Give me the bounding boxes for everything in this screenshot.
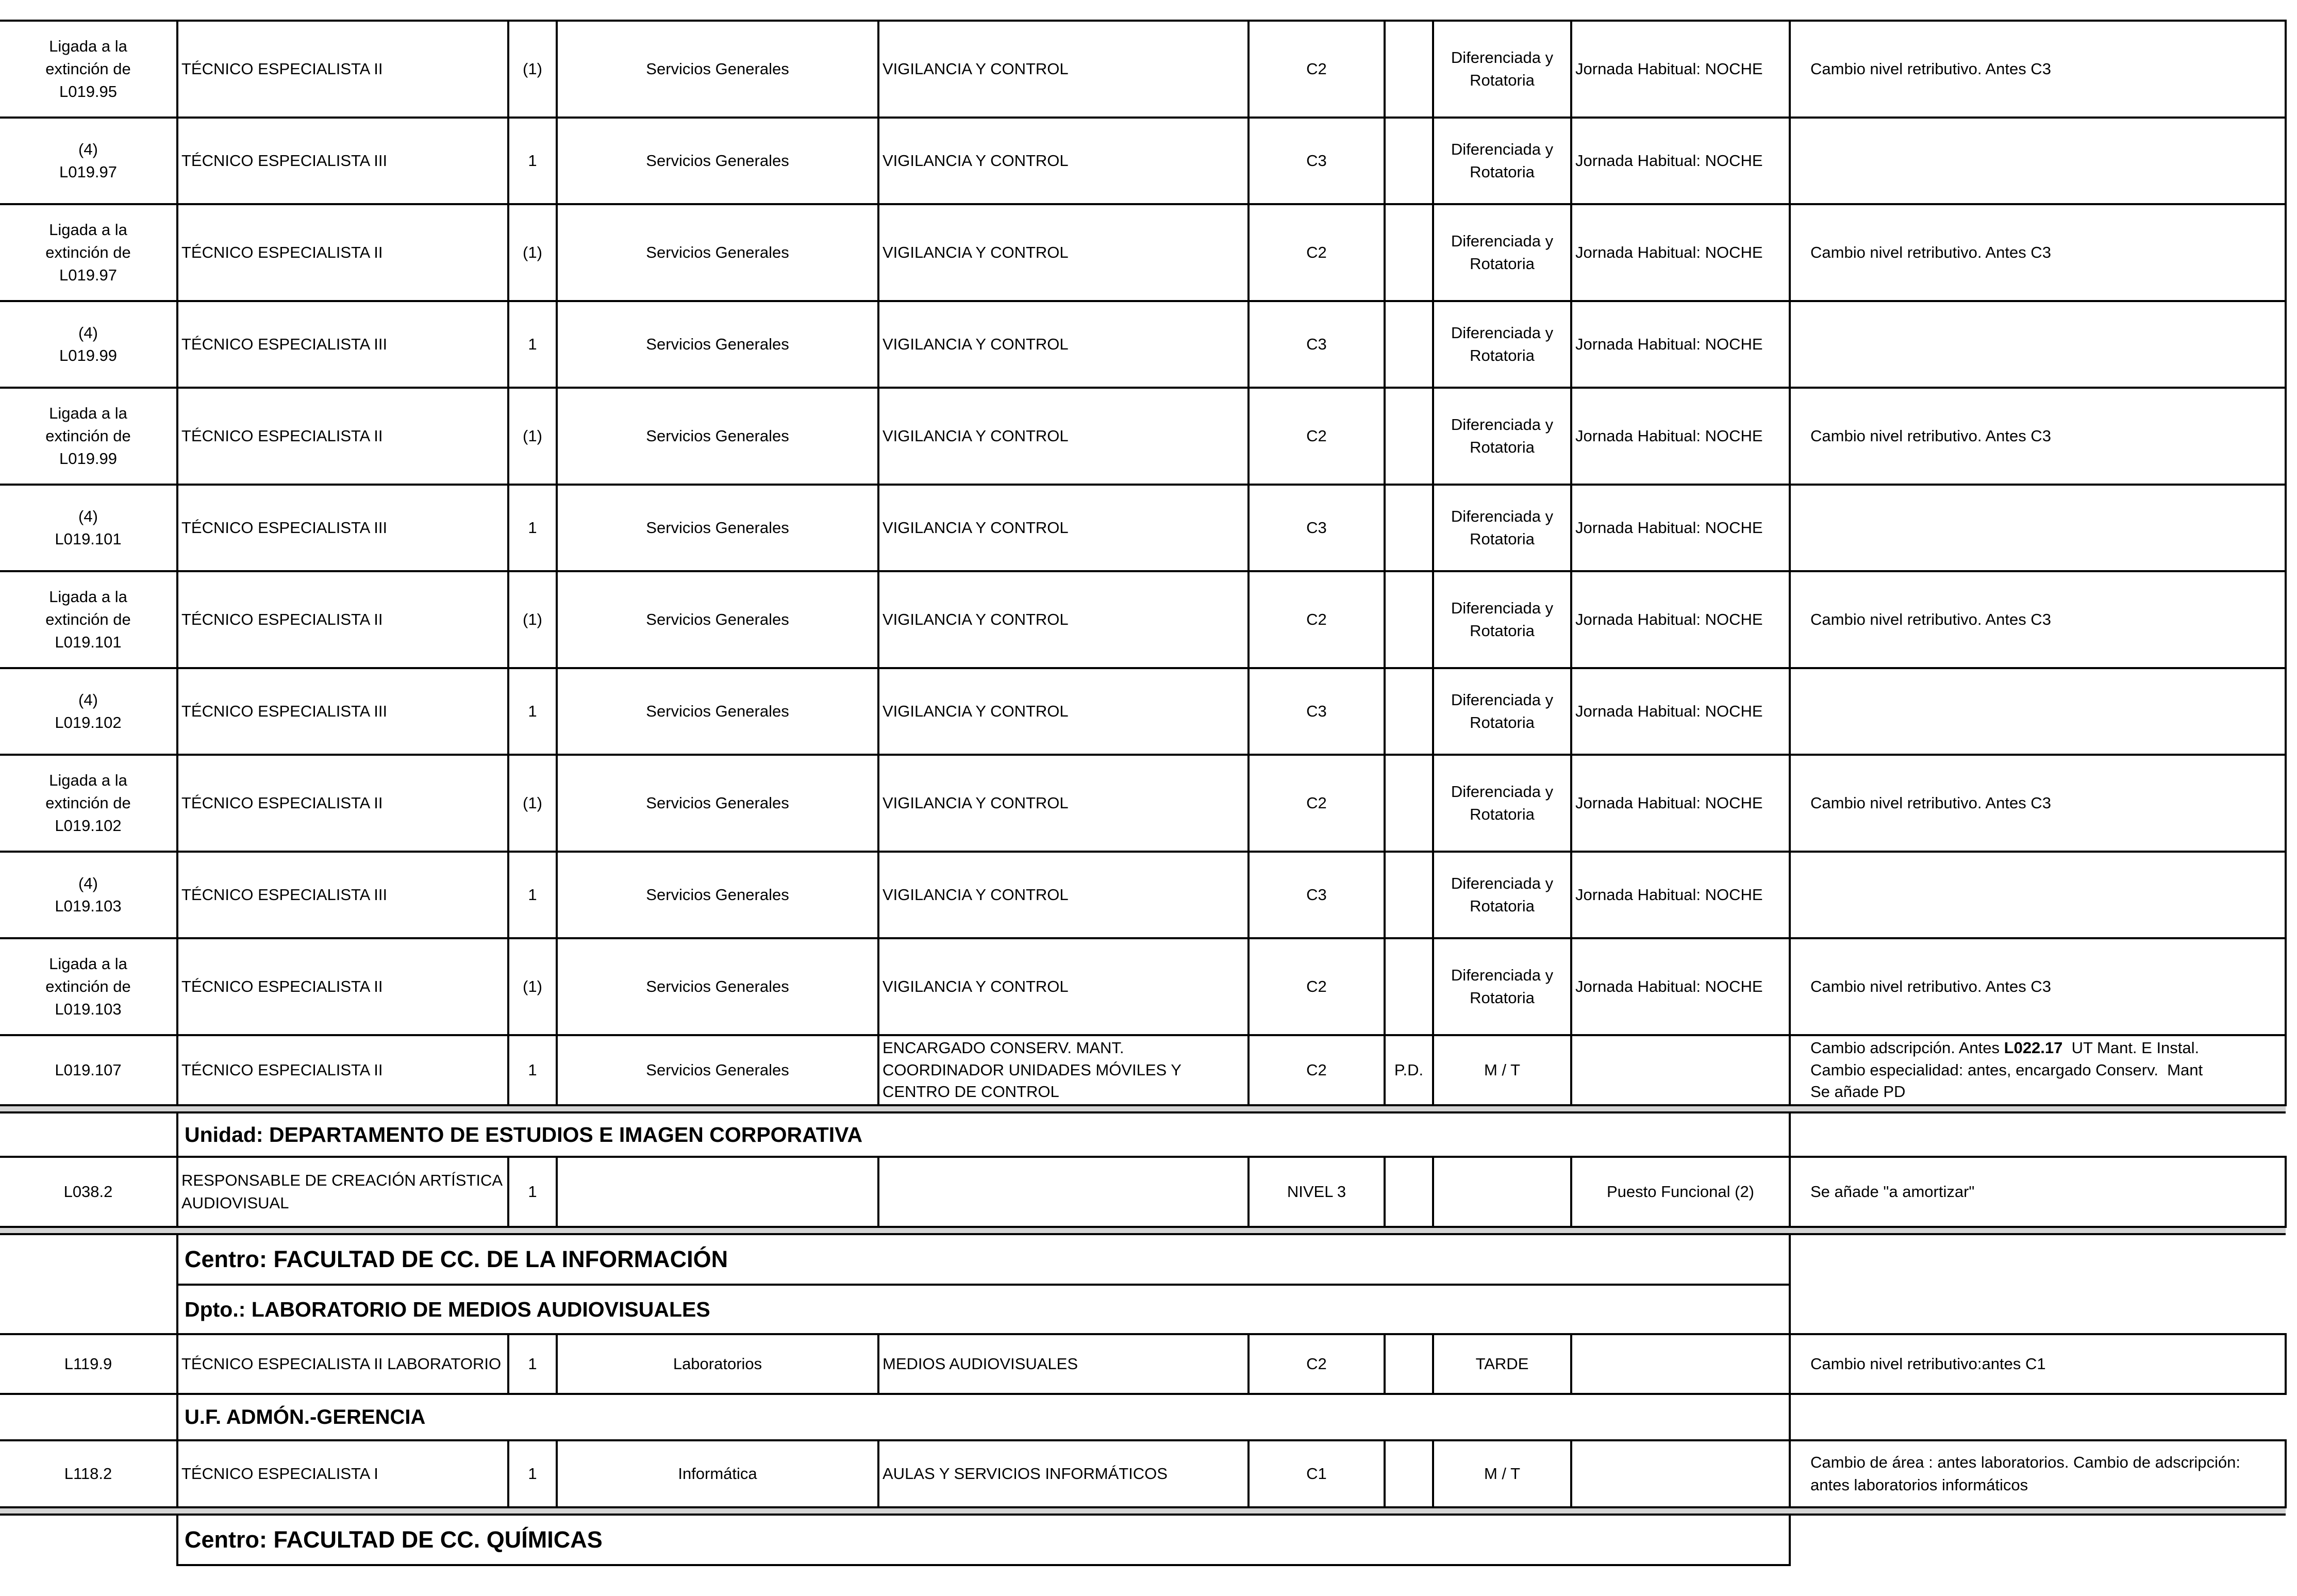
table-row [0, 755, 2286, 852]
separator-cell [1790, 1507, 2286, 1515]
position-code: Ligada a la extinción de L019.97 [0, 204, 177, 301]
separator-cell [557, 1105, 878, 1112]
position-schedule-note: Jornada Habitual: NOCHE [1571, 571, 1790, 668]
header-blank-cell [0, 1112, 177, 1157]
position-specialty: VIGILANCIA Y CONTROL [878, 301, 1249, 388]
separator-cell [1385, 1507, 1433, 1515]
position-pd [1385, 668, 1433, 755]
table-row [0, 204, 2286, 301]
position-area: Servicios Generales [557, 755, 878, 852]
separator-cell [1249, 1105, 1385, 1112]
position-level: C3 [1249, 668, 1385, 755]
position-level: C3 [1249, 485, 1385, 571]
position-count: (1) [508, 21, 557, 118]
position-schedule-note: Jornada Habitual: NOCHE [1571, 388, 1790, 485]
separator-cell [878, 1507, 1249, 1515]
section-separator [0, 1105, 2286, 1112]
position-pd [1385, 938, 1433, 1035]
unit-header-text: Unidad: DEPARTAMENTO DE ESTUDIOS E IMAGEN CORPORATIVA [177, 1112, 1790, 1157]
position-area: Servicios Generales [557, 118, 878, 204]
position-remarks: Cambio nivel retributivo. Antes C3 [1790, 938, 2286, 1035]
remarks-text: Cambio adscripción. Antes [1810, 1038, 2004, 1057]
position-schedule-note: Jornada Habitual: NOCHE [1571, 485, 1790, 571]
position-specialty: VIGILANCIA Y CONTROL [878, 485, 1249, 571]
position-specialty: VIGILANCIA Y CONTROL [878, 388, 1249, 485]
remarks-line [1810, 1037, 2282, 1059]
position-remarks [1790, 118, 2286, 204]
position-title: TÉCNICO ESPECIALISTA II [177, 571, 508, 668]
position-schedule: Diferenciada y Rotatoria [1433, 852, 1571, 938]
table-row [0, 118, 2286, 204]
position-title: TÉCNICO ESPECIALISTA III [177, 668, 508, 755]
position-level: C1 [1249, 1440, 1385, 1507]
position-pd [1385, 118, 1433, 204]
position-schedule: Diferenciada y Rotatoria [1433, 755, 1571, 852]
position-schedule-note: Jornada Habitual: NOCHE [1571, 204, 1790, 301]
section-separator [0, 1227, 2286, 1234]
header-side-cell [1790, 1515, 2286, 1565]
position-specialty: MEDIOS AUDIOVISUALES [878, 1334, 1249, 1394]
position-pd [1385, 1440, 1433, 1507]
position-specialty: VIGILANCIA Y CONTROL [878, 118, 1249, 204]
position-schedule: M / T [1433, 1035, 1571, 1105]
position-schedule-note: Jornada Habitual: NOCHE [1571, 301, 1790, 388]
position-title: TÉCNICO ESPECIALISTA I [177, 1440, 508, 1507]
position-count: 1 [508, 1035, 557, 1105]
header-blank-cell [0, 1285, 177, 1334]
position-area: Servicios Generales [557, 388, 878, 485]
position-area: Laboratorios [557, 1334, 878, 1394]
position-pd [1385, 301, 1433, 388]
position-schedule-note: Jornada Habitual: NOCHE [1571, 938, 1790, 1035]
remarks-text: UT Mant. E Instal. [2062, 1038, 2200, 1057]
unit-header [0, 1112, 2286, 1157]
table-row [0, 1334, 2286, 1394]
position-title: TÉCNICO ESPECIALISTA II [177, 204, 508, 301]
position-pd [1385, 21, 1433, 118]
position-area: Servicios Generales [557, 204, 878, 301]
position-title: TÉCNICO ESPECIALISTA II [177, 938, 508, 1035]
position-code: (4) L019.103 [0, 852, 177, 938]
position-schedule: Diferenciada y Rotatoria [1433, 118, 1571, 204]
position-count: (1) [508, 755, 557, 852]
position-remarks: Cambio nivel retributivo:antes C1 [1790, 1334, 2286, 1394]
separator-cell [1571, 1507, 1790, 1515]
position-schedule-note: Jornada Habitual: NOCHE [1571, 755, 1790, 852]
position-count: 1 [508, 852, 557, 938]
position-level: NIVEL 3 [1249, 1157, 1385, 1227]
center-header [0, 1234, 2286, 1285]
separator-cell [878, 1227, 1249, 1234]
position-remarks [1790, 852, 2286, 938]
position-remarks: Cambio nivel retributivo. Antes C3 [1790, 571, 2286, 668]
position-code: Ligada a la extinción de L019.103 [0, 938, 177, 1035]
position-code: (4) L019.99 [0, 301, 177, 388]
position-specialty: VIGILANCIA Y CONTROL [878, 21, 1249, 118]
position-remarks: Cambio de área : antes laboratorios. Cambio de adscripción: antes laboratorios informáticos [1790, 1440, 2286, 1507]
position-schedule [1433, 1157, 1571, 1227]
position-code: (4) L019.102 [0, 668, 177, 755]
position-count: 1 [508, 485, 557, 571]
separator-cell [1385, 1105, 1433, 1112]
position-schedule: Diferenciada y Rotatoria [1433, 204, 1571, 301]
table-row [0, 301, 2286, 388]
position-schedule: Diferenciada y Rotatoria [1433, 485, 1571, 571]
position-pd: P.D. [1385, 1035, 1433, 1105]
position-remarks: Cambio nivel retributivo. Antes C3 [1790, 204, 2286, 301]
position-specialty: AULAS Y SERVICIOS INFORMÁTICOS [878, 1440, 1249, 1507]
position-schedule-note: Puesto Funcional (2) [1571, 1157, 1790, 1227]
position-specialty: ENCARGADO CONSERV. MANT. COORDINADOR UNIDADES MÓVILES Y CENTRO DE CONTROL [878, 1035, 1249, 1105]
position-schedule: M / T [1433, 1440, 1571, 1507]
position-title: TÉCNICO ESPECIALISTA III [177, 301, 508, 388]
separator-cell [1433, 1507, 1571, 1515]
position-pd [1385, 852, 1433, 938]
separator-cell [1385, 1227, 1433, 1234]
position-pd [1385, 755, 1433, 852]
header-blank-cell [0, 1515, 177, 1565]
position-area: Servicios Generales [557, 668, 878, 755]
position-schedule: Diferenciada y Rotatoria [1433, 301, 1571, 388]
position-area: Servicios Generales [557, 1035, 878, 1105]
position-area: Servicios Generales [557, 21, 878, 118]
position-schedule-note: Jornada Habitual: NOCHE [1571, 21, 1790, 118]
separator-cell [1249, 1227, 1385, 1234]
separator-cell [0, 1507, 177, 1515]
position-area: Servicios Generales [557, 301, 878, 388]
position-title: TÉCNICO ESPECIALISTA III [177, 852, 508, 938]
separator-cell [508, 1227, 557, 1234]
position-remarks: Cambio nivel retributivo. Antes C3 [1790, 755, 2286, 852]
header-side-cell [1790, 1112, 2286, 1157]
position-count: (1) [508, 938, 557, 1035]
position-specialty: VIGILANCIA Y CONTROL [878, 204, 1249, 301]
position-level: C2 [1249, 1334, 1385, 1394]
separator-cell [0, 1227, 177, 1234]
header-blank-cell [0, 1234, 177, 1285]
position-code: L038.2 [0, 1157, 177, 1227]
position-count: 1 [508, 301, 557, 388]
remarks-line: Se añade PD [1810, 1083, 1906, 1101]
separator-cell [1790, 1227, 2286, 1234]
position-pd [1385, 388, 1433, 485]
position-specialty: VIGILANCIA Y CONTROL [878, 755, 1249, 852]
unit-header-text: U.F. ADMÓN.-GERENCIA [177, 1394, 1790, 1440]
position-code: Ligada a la extinción de L019.99 [0, 388, 177, 485]
position-level: C2 [1249, 1035, 1385, 1105]
separator-cell [1433, 1105, 1571, 1112]
table-row [0, 571, 2286, 668]
position-code: L019.107 [0, 1035, 177, 1105]
table-row [0, 1440, 2286, 1507]
position-level: C2 [1249, 571, 1385, 668]
section-separator [0, 1507, 2286, 1515]
separator-cell [1571, 1227, 1790, 1234]
position-pd [1385, 571, 1433, 668]
position-schedule: Diferenciada y Rotatoria [1433, 388, 1571, 485]
separator-cell [1571, 1105, 1790, 1112]
separator-cell [1790, 1105, 2286, 1112]
table-row [0, 852, 2286, 938]
position-remarks [1790, 1035, 2286, 1105]
separator-cell [508, 1105, 557, 1112]
position-specialty: VIGILANCIA Y CONTROL [878, 852, 1249, 938]
position-schedule-note: Jornada Habitual: NOCHE [1571, 118, 1790, 204]
position-schedule: Diferenciada y Rotatoria [1433, 571, 1571, 668]
position-title: TÉCNICO ESPECIALISTA II [177, 1035, 508, 1105]
position-pd [1385, 1157, 1433, 1227]
position-count: (1) [508, 388, 557, 485]
position-title: TÉCNICO ESPECIALISTA II [177, 21, 508, 118]
position-level: C2 [1249, 21, 1385, 118]
table-row [0, 1035, 2286, 1105]
separator-cell [557, 1227, 878, 1234]
separator-cell [508, 1507, 557, 1515]
position-area: Informática [557, 1440, 878, 1507]
department-header [0, 1285, 2286, 1334]
table-row [0, 21, 2286, 118]
position-remarks [1790, 668, 2286, 755]
position-schedule: Diferenciada y Rotatoria [1433, 668, 1571, 755]
position-schedule: Diferenciada y Rotatoria [1433, 21, 1571, 118]
position-specialty: VIGILANCIA Y CONTROL [878, 668, 1249, 755]
position-title: TÉCNICO ESPECIALISTA II [177, 388, 508, 485]
position-schedule-note: Jornada Habitual: NOCHE [1571, 668, 1790, 755]
center-header-text: Centro: FACULTAD DE CC. DE LA INFORMACIÓN [177, 1234, 1790, 1285]
position-title: TÉCNICO ESPECIALISTA II [177, 755, 508, 852]
position-area [557, 1157, 878, 1227]
separator-cell [177, 1227, 508, 1234]
position-remarks: Cambio nivel retributivo. Antes C3 [1790, 388, 2286, 485]
table-row [0, 668, 2286, 755]
position-code: Ligada a la extinción de L019.101 [0, 571, 177, 668]
separator-cell [0, 1105, 177, 1112]
position-schedule: Diferenciada y Rotatoria [1433, 938, 1571, 1035]
center-header-text: Centro: FACULTAD DE CC. QUÍMICAS [177, 1515, 1790, 1565]
position-level: C2 [1249, 388, 1385, 485]
remarks-code: L022.17 [2004, 1038, 2063, 1057]
position-level: C2 [1249, 938, 1385, 1035]
table-row [0, 388, 2286, 485]
position-title: TÉCNICO ESPECIALISTA III [177, 118, 508, 204]
table-row [0, 485, 2286, 571]
position-level: C3 [1249, 118, 1385, 204]
position-pd [1385, 1334, 1433, 1394]
position-code: Ligada a la extinción de L019.102 [0, 755, 177, 852]
position-schedule: TARDE [1433, 1334, 1571, 1394]
center-header [0, 1515, 2286, 1565]
position-remarks: Se añade "a amortizar" [1790, 1157, 2286, 1227]
separator-cell [878, 1105, 1249, 1112]
separator-cell [557, 1507, 878, 1515]
position-pd [1385, 204, 1433, 301]
separator-cell [177, 1105, 508, 1112]
position-schedule-note [1571, 1440, 1790, 1507]
table-row [0, 938, 2286, 1035]
position-remarks: Cambio nivel retributivo. Antes C3 [1790, 21, 2286, 118]
position-code: Ligada a la extinción de L019.95 [0, 21, 177, 118]
separator-cell [177, 1507, 508, 1515]
position-remarks [1790, 485, 2286, 571]
position-remarks [1790, 301, 2286, 388]
position-count: 1 [508, 118, 557, 204]
position-count: 1 [508, 1157, 557, 1227]
position-code: (4) L019.101 [0, 485, 177, 571]
position-level: C2 [1249, 204, 1385, 301]
position-count: 1 [508, 1440, 557, 1507]
position-level: C3 [1249, 852, 1385, 938]
position-area: Servicios Generales [557, 938, 878, 1035]
position-count: (1) [508, 204, 557, 301]
position-title: TÉCNICO ESPECIALISTA III [177, 485, 508, 571]
position-count: 1 [508, 668, 557, 755]
position-specialty: VIGILANCIA Y CONTROL [878, 938, 1249, 1035]
separator-cell [1433, 1227, 1571, 1234]
position-title: RESPONSABLE DE CREACIÓN ARTÍSTICA AUDIOVISUAL [177, 1157, 508, 1227]
position-schedule-note: Jornada Habitual: NOCHE [1571, 852, 1790, 938]
position-pd [1385, 485, 1433, 571]
unit-header [0, 1394, 2286, 1440]
header-side-cell [1790, 1285, 2286, 1334]
positions-table [0, 20, 2287, 1566]
position-area: Servicios Generales [557, 571, 878, 668]
position-specialty: VIGILANCIA Y CONTROL [878, 571, 1249, 668]
position-count: (1) [508, 571, 557, 668]
header-side-cell [1790, 1394, 2286, 1440]
position-level: C3 [1249, 301, 1385, 388]
position-level: C2 [1249, 755, 1385, 852]
position-specialty [878, 1157, 1249, 1227]
position-area: Servicios Generales [557, 485, 878, 571]
position-count: 1 [508, 1334, 557, 1394]
remarks-line: Cambio especialidad: antes, encargado Conserv. Mant [1810, 1060, 2203, 1079]
position-code: (4) L019.97 [0, 118, 177, 204]
position-area: Servicios Generales [557, 852, 878, 938]
header-blank-cell [0, 1394, 177, 1440]
position-title: TÉCNICO ESPECIALISTA II LABORATORIO [177, 1334, 508, 1394]
position-code: L118.2 [0, 1440, 177, 1507]
position-schedule-note [1571, 1334, 1790, 1394]
department-header-text: Dpto.: LABORATORIO DE MEDIOS AUDIOVISUALES [177, 1285, 1790, 1334]
separator-cell [1249, 1507, 1385, 1515]
header-side-cell [1790, 1234, 2286, 1285]
position-code: L119.9 [0, 1334, 177, 1394]
table-row [0, 1157, 2286, 1227]
position-schedule-note [1571, 1035, 1790, 1105]
